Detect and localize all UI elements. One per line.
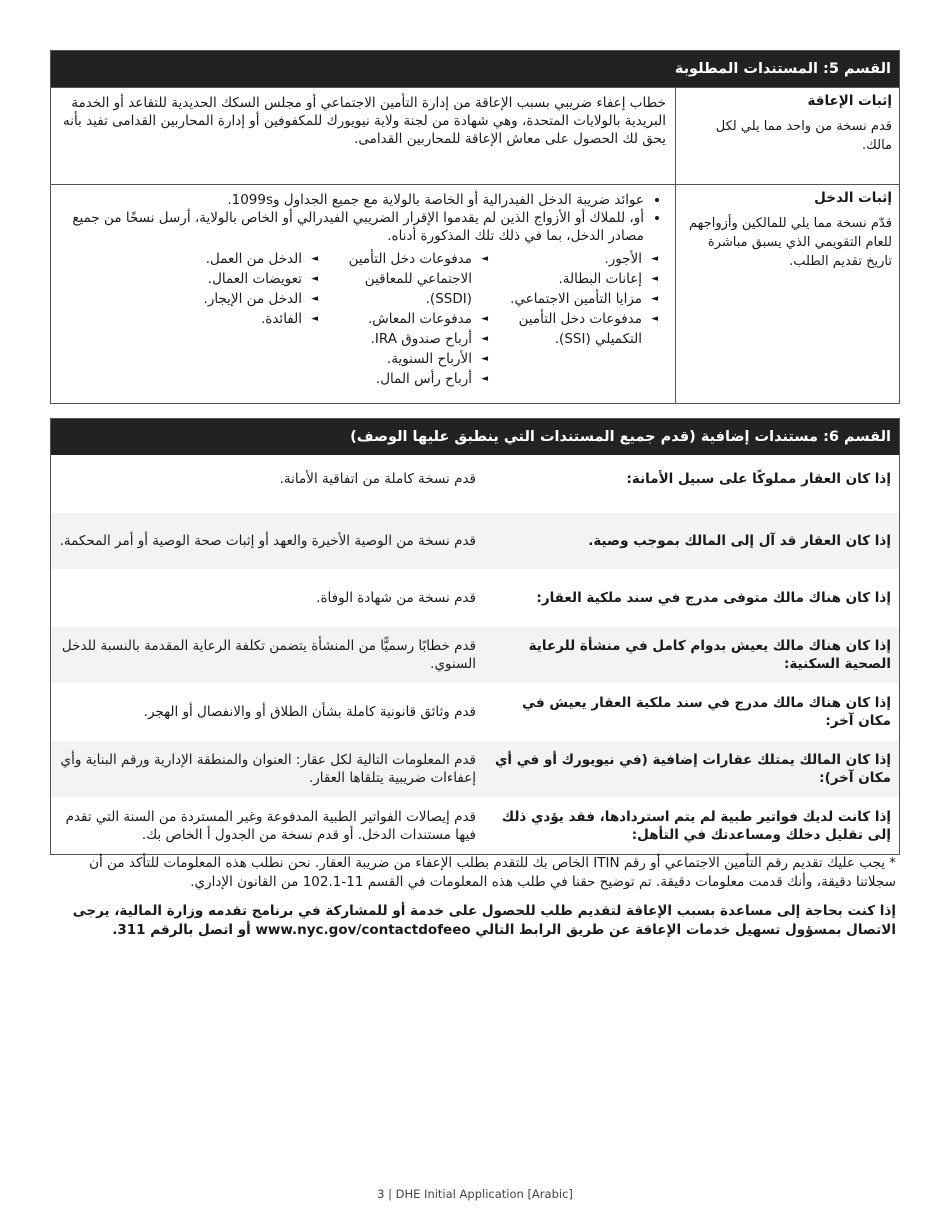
- page-footer: 3 | DHE Initial Application [Arabic]: [377, 1187, 573, 1201]
- condition-text: إذا كان هناك مالك مدرج في سند ملكية العقار يعيش في مكان آخر:: [522, 695, 891, 729]
- proof-of-income-row: [51, 184, 899, 403]
- additional-doc-row: [51, 512, 899, 569]
- additional-doc-row: [51, 740, 899, 797]
- condition-text: إذا كان العقار مملوكًا على سبيل الأمانة:: [626, 471, 891, 487]
- income-sources-col-3: [158, 249, 318, 389]
- proof-of-income-instruction: قدّم نسخة مما يلي للمالكين وأزواجهم للعام التقويمي الذي يسبق مباشرة تاريخ تقديم الطلب.: [689, 216, 892, 269]
- income-source-item: ◄ الفائدة.: [158, 309, 318, 329]
- required-document-text: قدم خطابًا رسميًّا من المنشأة يتضمن تكلفة الرعاية المقدمة بالنسبة للدخل السنوي.: [61, 638, 476, 672]
- notes: [56, 854, 896, 950]
- income-source-item: ◄ مدفوعات المعاش.: [318, 309, 488, 329]
- disability-assistance-note: إذا كنت بحاجة إلى مساعدة بسبب الإعاقة لتقديم طلب للحصول على خدمة أو للمشاركة في برنامج تقدمه وزارة المالية، يرجى الاتصال بمسؤول تسهيل خدمات الإعاقة عن طريق الرابط التالي www.nyc.gov/contactdofeeo أو اتصل بالرقم 311.: [72, 903, 896, 938]
- additional-doc-row: [51, 626, 899, 683]
- proof-of-income-content: [51, 185, 675, 403]
- income-bullet: • أو، للملاك أو الأزواج الذين لم يقدموا الإقرار الضريبي الفيدرالي أو الخاص بالولاية، أرسل نسخًا من جميع مصادر الدخل، بما في ذلك تلك المذكورة أدناه.: [60, 209, 644, 245]
- proof-of-disability-text: خطاب إعفاء ضريبي بسبب الإعاقة من إدارة التأمين الاجتماعي أو مجلس السكك الحديدية للتقاعد أو الخدمة البريدية بالولايات المتحدة، وهي شهادة من لجنة ولاية نيويورك للمكفوفين أو إدارة المحاربين القدامى تفيد بأنه يحق لك الحصول على معاش الإعاقة للمحاربين القدامى.: [62, 95, 666, 147]
- income-source-item: ◄ الأرباح السنوية.: [318, 349, 488, 369]
- required-document-text: قدم وثائق قانونية كاملة بشأن الطلاق أو والانفصال أو الهجر.: [143, 704, 476, 720]
- income-source-item: ◄ الأجور.: [488, 249, 658, 269]
- required-document-text: قدم نسخة من شهادة الوفاة.: [316, 590, 476, 606]
- section-6-table: [50, 418, 900, 855]
- proof-of-income-label: إثبات الدخل: [814, 190, 892, 206]
- income-sources-col-2: [318, 249, 488, 389]
- income-bullet: • عوائد ضريبة الدخل الفيدرالية أو الخاصة بالولاية مع جميع الجداول و1099s.: [60, 191, 644, 209]
- income-source-item: ◄ مدفوعات دخل التأمين الاجتماعي للمعاقين (SSDI).: [318, 249, 488, 309]
- income-sources-col-1: [488, 249, 658, 389]
- income-source-item: ◄ تعويضات العمال.: [158, 269, 318, 289]
- proof-of-disability-row: [51, 87, 899, 184]
- condition-text: إذا كان هناك مالك متوفى مدرج في سند ملكية العقار:: [536, 590, 891, 606]
- income-bullets: [60, 191, 666, 245]
- income-source-item: ◄ أرباح صندوق IRA.: [318, 329, 488, 349]
- itin-note: * يجب عليك تقديم رقم التأمين الاجتماعي أو رقم ITIN الخاص بك للتقدم بطلب الإعفاء من ضريبة العقار. نحن نطلب هذه المعلومات للتأكد من أن سجلاتنا دقيقة، وأنك قدمت معلومات دقيقة. تم توضيح حقنا في طلب هذه المعلومات في القسم 11-102.1 من القانون الإداري.: [89, 855, 896, 890]
- additional-doc-row: [51, 569, 899, 626]
- additional-doc-row: [51, 797, 899, 854]
- income-source-item: ◄ الدخل من الإيجار.: [158, 289, 318, 309]
- condition-text: إذا كان العقار قد آل إلى المالك بموجب وصية.: [588, 533, 891, 549]
- proof-of-disability-label: إثبات الإعاقة: [807, 93, 892, 109]
- condition-text: إذا كان المالك يمتلك عقارات إضافية (في نيويورك أو في أي مكان آخر):: [495, 752, 891, 786]
- income-source-item: ◄ الدخل من العمل.: [158, 249, 318, 269]
- required-document-text: قدم نسخة من الوصية الأخيرة والعهد أو إثبات صحة الوصية أو أمر المحكمة.: [59, 533, 476, 549]
- required-document-text: قدم إيصالات الفواتير الطبية المدفوعة وغير المستردة من السنة التي تقدم فيها مستندات الدخل. أو قدم نسخة من الجدول أ الخاص بك.: [65, 809, 476, 843]
- section-5-table: [50, 50, 900, 404]
- proof-of-income-label-cell: [675, 185, 899, 403]
- proof-of-disability-label-cell: [675, 88, 899, 184]
- income-source-item: ◄ مزايا التأمين الاجتماعي.: [488, 289, 658, 309]
- proof-of-disability-instruction: قدم نسخة من واحد مما يلي لكل مالك.: [715, 119, 892, 153]
- additional-doc-row: [51, 455, 899, 512]
- section-5-title: القسم 5: المستندات المطلوبة: [51, 51, 899, 87]
- income-source-item: ◄ مدفوعات دخل التأمين التكميلي (SSI).: [488, 309, 658, 349]
- required-document-text: قدم المعلومات التالية لكل عقار: العنوان والمنطقة الإدارية ورقم البناية وأي إعفاءات ضريبية يتلقاها العقار.: [60, 752, 476, 786]
- income-source-item: ◄ أرباح رأس المال.: [318, 369, 488, 389]
- condition-text: إذا كانت لديك فواتير طبية لم يتم استردادها، فقد يؤدي ذلك إلى تقليل دخلك ومساعدتك في التأهل:: [501, 809, 891, 843]
- additional-doc-row: [51, 683, 899, 740]
- condition-text: إذا كان هناك مالك يعيش بدوام كامل في منشأة للرعاية الصحية السكنية:: [528, 638, 891, 672]
- section-6-title: القسم 6: مستندات إضافية (قدم جميع المستندات التي ينطبق عليها الوصف): [51, 419, 899, 455]
- income-source-columns: [60, 249, 666, 389]
- required-document-text: قدم نسخة كاملة من اتفاقية الأمانة.: [279, 471, 476, 487]
- income-source-item: ◄ إعانات البطالة.: [488, 269, 658, 289]
